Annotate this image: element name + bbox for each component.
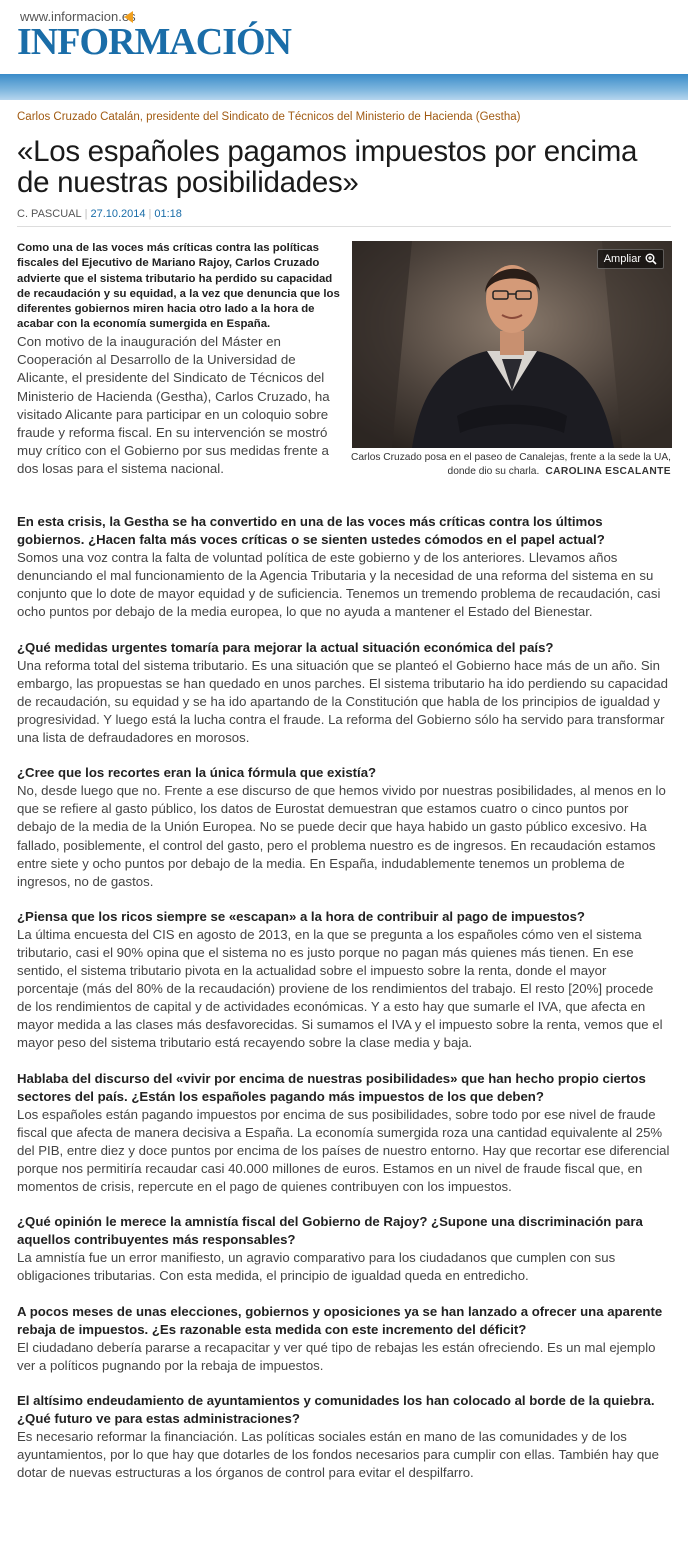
qa-item [17, 1303, 671, 1375]
answer: Los españoles están pagando impuestos por encima de sus posibilidades, sobre todo por ese nivel de fraude fiscal que afecta de manera decisiva a España. La economía sumergida roza una cantidad equivalente al 25% del PIB, entre diez y doce puntos por encima de los países de nuestro entorno. Hay que recortar ese diferencial porque nos permitiría recaudar casi 40.000 millones de euros. Estamos en un nivel de fraude fiscal que, en momentos de crisis, repercute en el pago de quienes contribuyen con los impuestos. [17, 1106, 670, 1195]
question: El altísimo endeudamiento de ayuntamientos y comunidades los han colocado al borde de la quiebra. ¿Qué futuro ve para estas administraciones? [17, 1392, 655, 1427]
article-lead: Como una de las voces más críticas contra las políticas fiscales del Ejecutivo de Mariano Rajoy, Carlos Cruzado advierte que el sistema tributario ha perdido su capacidad de recaudación y su equidad, a la vez que denuncia que los diferentes gobiernos miren hacia otro lado a la hora de acabar con la economía sumergida en España. [17, 242, 340, 331]
byline-time: 01:18 [154, 208, 182, 220]
article-photo[interactable] [352, 241, 672, 448]
question: ¿Qué medidas urgentes tomaría para mejorar la actual situación económica del país? [17, 639, 554, 655]
article-headline: «Los españoles pagamos impuestos por encima de nuestras posibilidades» [17, 135, 638, 199]
site-logo[interactable]: INFORMACIÓN [17, 21, 291, 63]
qa-item [17, 513, 671, 622]
qa-item [17, 764, 671, 891]
answer: Es necesario reformar la financiación. Las políticas sociales están en mano de las comunidades y de los ayuntamientos, por lo que hay que dotarles de los fondos necesarios para cumplir con ellas. También hay que dotar de nuevas estructuras a los órganos de control para evitar el despilfarro. [17, 1429, 659, 1481]
byline-author: C. PASCUAL [17, 208, 82, 220]
question: ¿Qué opinión le merece la amnistía fiscal del Gobierno de Rajoy? ¿Supone una discriminación para aquellos contribuyentes más responsables? [17, 1214, 643, 1248]
enlarge-button[interactable] [597, 249, 664, 269]
qa-item [17, 1392, 671, 1482]
question: A pocos meses de unas elecciones, gobiernos y oposiciones ya se han lanzado a ofrecer una aparente rebaja de impuestos. ¿Es razonable esta medida con este incremento del déficit? [17, 1303, 663, 1337]
photo-credit: CAROLINA ESCALANTE [545, 466, 671, 477]
article-kicker: Carlos Cruzado Catalán, presidente del Sindicato de Técnicos del Ministerio de Hacienda (Gestha) [17, 111, 521, 123]
caption-text: Carlos Cruzado posa en el paseo de Canalejas, frente a la sede la UA, donde dio su charla. [351, 452, 671, 477]
qa-item [17, 908, 671, 1053]
photo-caption [344, 451, 671, 479]
byline-date: 27.10.2014 [90, 208, 146, 220]
enlarge-label: Ampliar [603, 253, 641, 265]
qa-item [17, 639, 671, 748]
question: ¿Cree que los recortes eran la única fórmula que existía? [17, 765, 377, 781]
answer: Somos una voz contra la falta de voluntad política de este gobierno y de los anteriores. Llevamos años denunciando el mal funcionamiento de la Agencia Tributaria y la necesidad de una reforma del sistema en su conjunto que lo dote de mayor equidad y de suficiencia. Tenemos un tremendo problema de recaudación, casi ocho puntos por debajo de la media europea, lo que no ayuda a mantener el Estado del Bienestar. [17, 550, 661, 620]
answer: La última encuesta del CIS en agosto de 2013, en la que se pregunta a los españoles cómo ven el sistema tributario, casi el 90% opina que el sistema no es justo porque no pagan más quienes más tienen. En ese sentido, el sistema tributario pivota en la actualidad sobre el impuesto sobre la renta, donde el mayor porcentaje (más del 80% de la recaudación) proviene de los rendimientos del trabajo. El resto [20%] procede de los rendimientos de capital y de actividades económicas. Y a esto hay que sumarle el IVA, que afecta en mayor medida a las clases más desfavorecidas. Si sumamos el IVA y el impuesto sobre la renta, vemos que el mayor peso del sistema tributario está recayendo sobre la clase media y baja. [17, 926, 663, 1051]
byline [17, 208, 671, 227]
article-body [17, 513, 671, 1499]
question: Hablaba del discurso del «vivir por encima de nuestras posibilidades» que han hecho propio ciertos sectores del país. ¿Están los españoles pagando más impuestos de los que deben? [17, 1070, 646, 1104]
zoom-in-icon [645, 253, 657, 265]
question: ¿Piensa que los ricos siempre se «escapan» a la hora de contribuir al pago de impuestos? [17, 908, 585, 924]
site-url[interactable]: www.informacion.es [20, 9, 136, 24]
answer: La amnistía fue un error manifiesto, un agravio comparativo para los ciudadanos que cumplen con sus obligaciones tributarias. Con esta medida, el principio de igualdad queda en entredicho. [17, 1250, 616, 1284]
answer: El ciudadano debería pararse a recapacitar y ver qué tipo de rebajas les están ofreciendo. Es un mal ejemplo ver a políticos pugnando por la rebaja de impuestos. [17, 1339, 656, 1373]
answer: No, desde luego que no. Frente a ese discurso de que hemos vivido por nuestras posibilidades, al menos en lo que se refiere al gasto público, los datos de Eurostat demuestran que estamos cuatro o cinco puntos por debajo de la media de la Unión Europea. No se puede decir que haya habido un gasto público excesivo. Ha fallado, posiblemente, el control del gasto, pero el problema nuestro es de ingresos. En recaudación estamos entre siete y ocho puntos por debajo de la media. En España, indudablemente tenemos un problema de ingresos, no de gastos. [17, 783, 666, 889]
answer: Una reforma total del sistema tributario. Es una situación que se planteó el Gobierno hace más de un año. Sin embargo, las propuestas se han quedado en unos parches. El sistema tributario ha ido perdiendo su capacidad de recaudación, su equidad y se ha ido apartando de la Constitución que habla de los principios de igualdad y progresividad. Y luego está la lucha contra el fraude. La reforma del Gobierno sólo ha servido para transformar una lista de defraudadores en morosos. [17, 657, 669, 746]
byline-separator: | [148, 208, 152, 220]
header-bar [0, 74, 688, 100]
qa-item [17, 1213, 671, 1285]
portrait-image [352, 241, 672, 448]
article-intro: Con motivo de la inauguración del Máster en Cooperación al Desarrollo de la Universidad de Alicante, el presidente del Sindicato de Técnicos del Ministerio de Hacienda (Gestha), Carlos Cruzado, ha visitado Alicante para participar en un coloquio sobre fraude y reforma fiscal. En su intervención se mostró muy crítico con el Gobierno por sus medidas frente a dos losas para el sistema nacional. [17, 334, 330, 477]
question: En esta crisis, la Gestha se ha convertido en una de las voces más críticas contra los últimos gobiernos. ¿Hacen falta más voces críticas o se sienten ustedes cómodos en el papel actual? [17, 514, 605, 548]
byline-separator: | [84, 208, 88, 220]
site-header [0, 0, 688, 72]
qa-item [17, 1070, 671, 1197]
